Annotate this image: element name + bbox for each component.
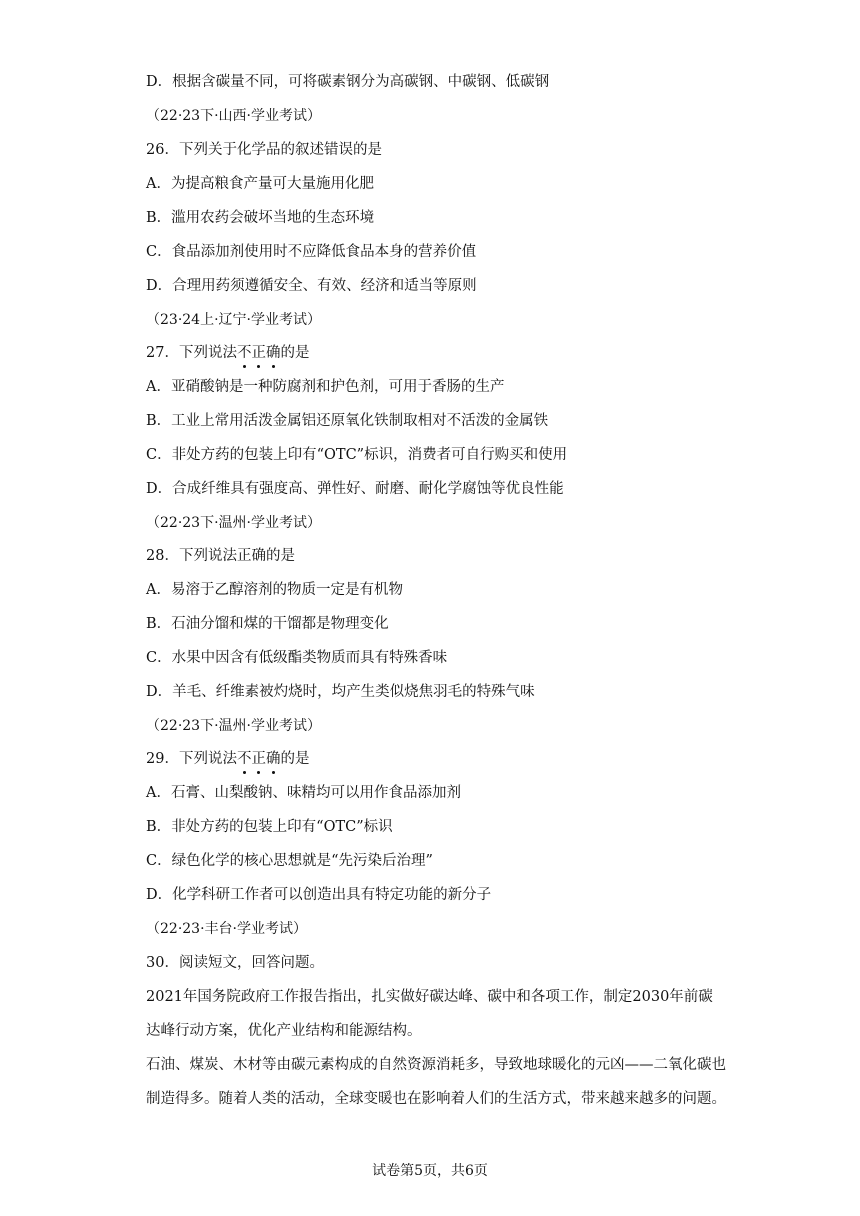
stem-text: 的是	[280, 751, 310, 767]
page-footer: 试卷第5页，共6页	[372, 1163, 488, 1179]
q26-option-d: D．合理用药须遵循安全、有效、经济和适当等原则	[146, 278, 477, 294]
q30-stem: 30．阅读短文，回答问题。	[146, 955, 324, 971]
emphasis-char: 正	[251, 751, 266, 767]
q27-option-c: C．非处方药的包装上印有“OTC”标识，消费者可自行购买和使用	[146, 447, 568, 463]
source-note: （22·23下·温州·学业考试）	[146, 515, 321, 531]
source-note: （23·24上·辽宁·学业考试）	[146, 312, 321, 328]
q29-option-a: A．石膏、山梨酸钠、味精均可以用作食品添加剂	[146, 785, 461, 801]
emphasis-char: 确	[265, 345, 281, 361]
q29-option-d: D．化学科研工作者可以创造出具有特定功能的新分子	[146, 887, 492, 903]
emphasis-char: 不	[236, 345, 252, 361]
q29-stem	[146, 749, 726, 769]
emphasis-char: 正	[251, 345, 266, 361]
source-note: （22·23下·温州·学业考试）	[146, 718, 321, 734]
stem-text: 27．下列说法	[146, 345, 237, 361]
source-note: （22·23下·山西·学业考试）	[146, 108, 321, 124]
q25-option-d: D．根据含碳量不同，可将碳素钢分为高碳钢、中碳钢、低碳钢	[146, 74, 550, 90]
q29-option-b: B．非处方药的包装上印有“OTC”标识	[146, 819, 393, 835]
reading-paragraph-2: 石油、煤炭、木材等由碳元素构成的自然资源消耗多，导致地球暖化的元凶——二氧化碳也制造得多。随着人类的活动，全球变暖也在影响着人们的生活方式，带来越来越多的问题。	[146, 1057, 726, 1107]
emphasis-char: 不	[236, 751, 252, 767]
q26-option-a: A．为提高粮食产量可大量施用化肥	[146, 176, 374, 192]
q28-option-d: D．羊毛、纤维素被灼烧时，均产生类似烧焦羽毛的特殊气味	[146, 684, 535, 700]
q27-option-d: D．合成纤维具有强度高、弹性好、耐磨、耐化学腐蚀等优良性能	[146, 481, 564, 497]
q28-option-a: A．易溶于乙醇溶剂的物质一定是有机物	[146, 582, 403, 598]
stem-text: 29．下列说法	[146, 751, 237, 767]
source-note: （22·23·丰台·学业考试）	[146, 921, 307, 937]
q26-option-c: C．食品添加剂使用时不应降低食品本身的营养价值	[146, 244, 477, 260]
emphasis-char: 确	[265, 751, 281, 767]
q28-stem: 28．下列说法正确的是	[146, 548, 295, 564]
reading-paragraph-1: 2021年国务院政府工作报告指出，扎实做好碳达峰、碳中和各项工作，制定2030年前碳达峰行动方案，优化产业结构和能源结构。	[146, 989, 713, 1039]
q27-option-b: B．工业上常用活泼金属铝还原氧化铁制取相对不活泼的金属铁	[146, 413, 549, 429]
q26-stem: 26．下列关于化学品的叙述错误的是	[146, 142, 382, 158]
q26-option-b: B．滥用农药会破坏当地的生态环境	[146, 210, 375, 226]
q27-stem	[146, 343, 726, 363]
stem-text: 的是	[280, 345, 310, 361]
q28-option-c: C．水果中因含有低级酯类物质而具有特殊香味	[146, 650, 448, 666]
q29-option-c: C．绿色化学的核心思想就是“先污染后治理”	[146, 853, 433, 869]
q28-option-b: B．石油分馏和煤的干馏都是物理变化	[146, 616, 389, 632]
q27-option-a: A．亚硝酸钠是一种防腐剂和护色剂，可用于香肠的生产	[146, 379, 505, 395]
